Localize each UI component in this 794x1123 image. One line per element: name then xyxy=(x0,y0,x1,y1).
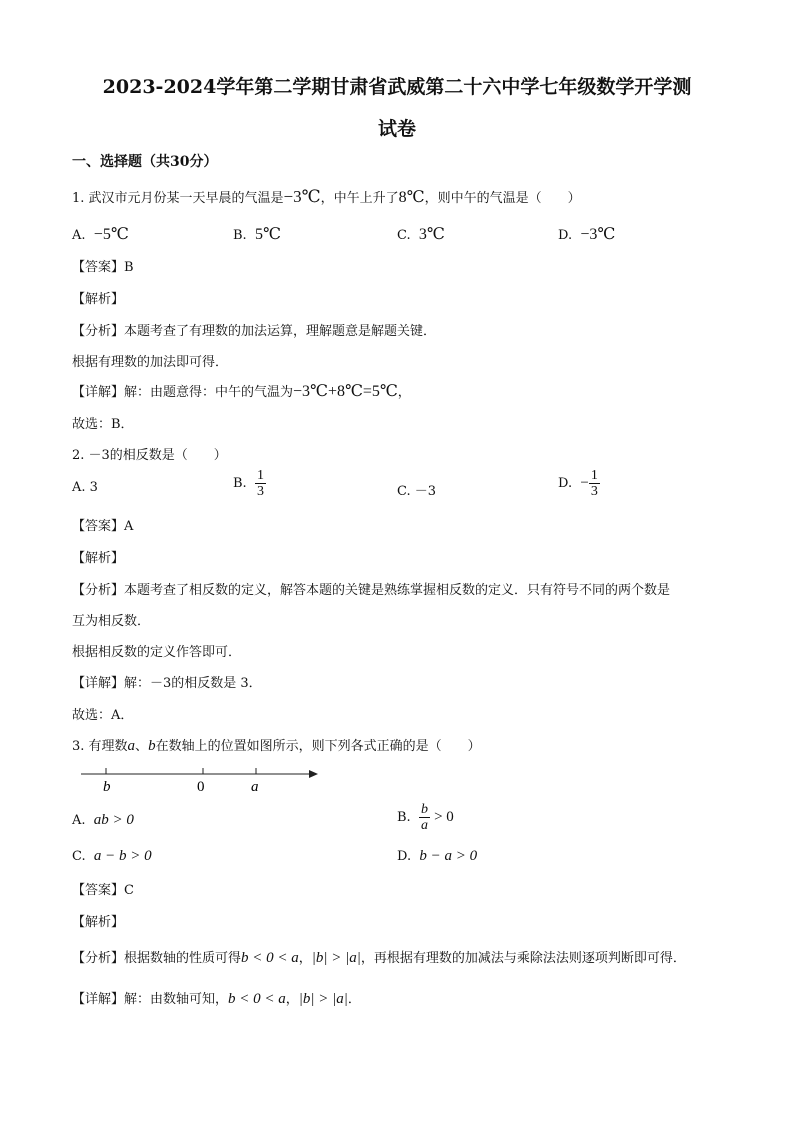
q1-option-a-letter: A. xyxy=(72,228,86,243)
q3-option-a-letter: A. xyxy=(72,813,86,828)
q3-option-b-denominator: a xyxy=(420,818,428,833)
q1-option-d xyxy=(558,224,615,244)
q3-option-c-expr: a − b > 0 xyxy=(93,848,152,864)
q1-answer: 【答案】B xyxy=(72,260,134,275)
q3-option-b-numerator: b xyxy=(420,802,428,817)
q3-option-d-letter: D. xyxy=(397,849,412,864)
q1-option-d-value: −3℃ xyxy=(580,226,616,243)
q1-option-c-letter: C. xyxy=(397,228,411,243)
q3-option-c-letter: C. xyxy=(72,849,86,864)
q2-option-b-denominator: 3 xyxy=(256,484,264,499)
q1-xiangjie-math: −3℃+8℃=5℃ xyxy=(293,383,398,400)
q1-temp-morning: −3℃ xyxy=(283,187,321,206)
q3-option-b xyxy=(397,802,454,833)
q3-fenxi-text-a: 【分析】根据数轴的性质可得 xyxy=(72,951,242,966)
q3-option-d xyxy=(397,848,477,865)
q1-stem-text-a: 1. 武汉市元月份某一天早晨的气温是 xyxy=(72,191,284,206)
q1-option-a-value: −5℃ xyxy=(93,226,129,243)
q2-option-a: A. 3 xyxy=(72,480,98,495)
q3-stem xyxy=(72,735,481,755)
q3-fenxi-text-b: ，再根据有理数的加减法与乘除法法则逐项判断即可得． xyxy=(360,951,686,966)
q3-option-b-rest: > 0 xyxy=(434,809,454,825)
q1-xiangjie xyxy=(72,381,411,401)
q3-option-b-fraction xyxy=(419,802,430,833)
q1-option-b-letter: B. xyxy=(233,228,247,243)
q2-option-b-letter: B. xyxy=(233,476,247,491)
q1-stem xyxy=(72,187,581,207)
q2-answer: 【答案】A xyxy=(72,519,134,534)
q1-fenxi-2: 根据有理数的加法即可得． xyxy=(72,355,229,370)
q1-option-c xyxy=(397,224,445,244)
label-a: a xyxy=(251,779,259,795)
q3-var-a: a xyxy=(127,738,136,754)
q3-option-a xyxy=(72,812,134,829)
q3-xiangjie-math-1: b < 0 < a xyxy=(228,991,286,1007)
q2-choice: 故选：A． xyxy=(72,708,134,723)
q2-analysis-label: 【解析】 xyxy=(72,551,125,566)
q2-xiangjie: 【详解】解：－3的相反数是 3． xyxy=(72,676,262,691)
q1-xiangjie-end: ， xyxy=(397,385,411,400)
q1-option-b-value: 5℃ xyxy=(254,226,281,243)
document-title-line1: 2023-2024学年第二学期甘肃省武威第二十六中学七年级数学开学测 xyxy=(102,76,692,98)
q3-xiangjie-sep: ， xyxy=(285,992,299,1007)
q3-fenxi-math-1: b < 0 < a xyxy=(241,950,299,966)
q3-analysis-label: 【解析】 xyxy=(72,915,125,930)
q3-xiangjie-end: ． xyxy=(347,992,361,1007)
q3-xiangjie-math-2: |b| > |a| xyxy=(298,991,348,1007)
q1-fenxi: 【分析】本题考查了有理数的加法运算，理解题意是解题关键． xyxy=(72,324,437,339)
q3-option-a-expr: ab > 0 xyxy=(93,812,134,828)
q3-xiangjie-text: 【详解】解：由数轴可知， xyxy=(72,992,229,1007)
q2-option-d-letter: D. xyxy=(558,476,573,491)
q3-answer: 【答案】C xyxy=(72,883,134,898)
q3-stem-text-b: 在数轴上的位置如图所示，则下列各式正确的是（ ） xyxy=(155,739,481,754)
number-line-arrow-icon xyxy=(309,770,318,778)
q2-option-d-sign: − xyxy=(580,475,589,491)
q3-sep: 、 xyxy=(135,739,149,754)
document-title-line2: 试卷 xyxy=(377,118,416,140)
label-b: b xyxy=(103,779,111,795)
q3-xiangjie xyxy=(72,988,361,1008)
q1-analysis-label: 【解析】 xyxy=(72,292,125,307)
q2-fenxi-2: 根据相反数的定义作答即可． xyxy=(72,645,242,660)
q2-fenxi: 【分析】本题考查了相反数的定义，解答本题的关键是熟练掌握相反数的定义．只有符号不同的两个数是 xyxy=(72,583,671,598)
q2-stem: 2. －3的相反数是（ ） xyxy=(72,448,227,463)
q1-stem-text-c: ，则中午的气温是（ ） xyxy=(424,191,581,206)
q3-fenxi-sep: ， xyxy=(298,951,312,966)
q3-stem-text-a: 3. 有理数 xyxy=(72,739,128,754)
q2-option-b xyxy=(233,468,266,499)
q1-xiangjie-text: 【详解】解：由题意得：中午的气温为 xyxy=(72,385,294,400)
q3-fenxi xyxy=(72,947,686,967)
q1-option-c-value: 3℃ xyxy=(418,226,445,243)
q3-option-b-letter: B. xyxy=(397,810,411,825)
section-heading: 一、选择题（共30分） xyxy=(72,154,218,170)
q2-option-d-numerator: 1 xyxy=(590,468,598,483)
q3-option-d-expr: b − a > 0 xyxy=(419,848,478,864)
q1-option-a xyxy=(72,224,129,244)
q2-option-b-numerator: 1 xyxy=(256,468,264,483)
number-line-figure xyxy=(78,762,323,798)
q3-option-c xyxy=(72,848,152,865)
label-zero: 0 xyxy=(197,779,205,795)
q1-option-d-letter: D. xyxy=(558,228,573,243)
q2-option-d-fraction xyxy=(589,468,600,499)
q3-var-b: b xyxy=(148,738,156,754)
q2-option-b-fraction xyxy=(255,468,266,499)
q2-option-d xyxy=(558,468,600,499)
q3-fenxi-math-2: |b| > |a| xyxy=(311,950,361,966)
q1-temp-rise: 8℃ xyxy=(398,189,425,206)
q1-stem-text-b: ，中午上升了 xyxy=(320,191,399,206)
q1-option-b xyxy=(233,224,281,244)
q2-fenxi-cont: 互为相反数． xyxy=(72,614,151,629)
q2-option-d-denominator: 3 xyxy=(590,484,598,499)
q1-choice: 故选：B． xyxy=(72,417,134,432)
q2-option-c: C. －3 xyxy=(397,484,437,499)
